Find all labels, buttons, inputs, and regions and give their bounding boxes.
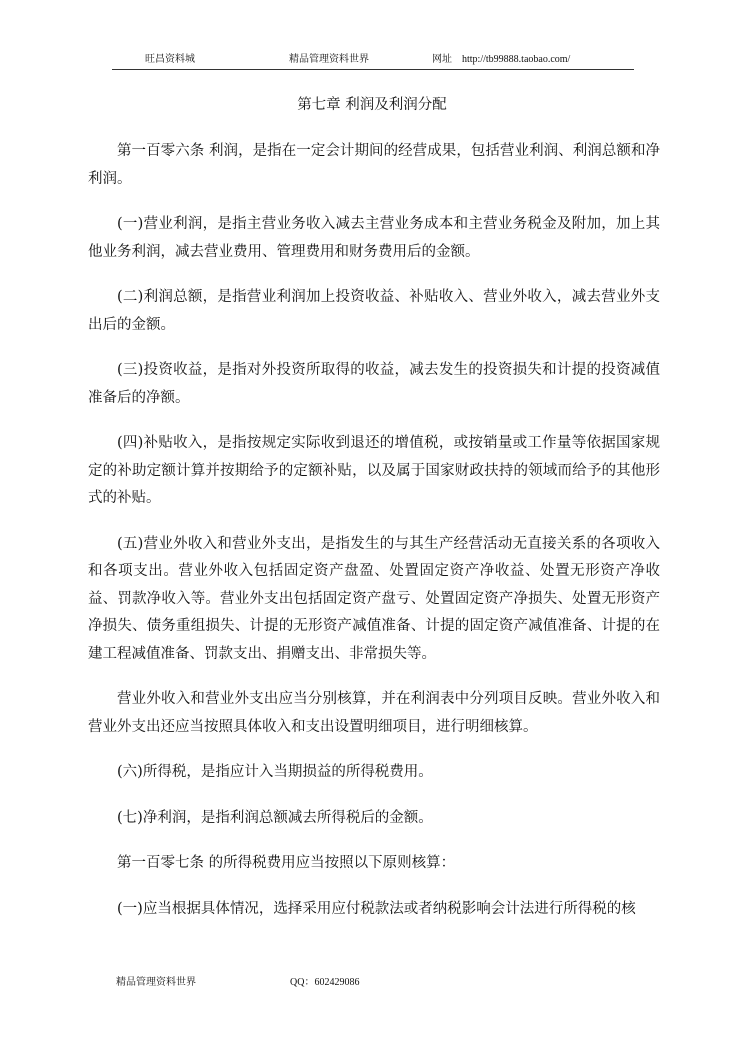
paragraph: 营业外收入和营业外支出应当分别核算，并在利润表中分列项目反映。营业外收入和营业外支出还应当按照具体收入和支出设置明细项目，进行明细核算。 [88, 691, 660, 735]
header-site-name: 精品管理资料世界 [289, 54, 369, 65]
header-url: http://tb99888.taobao.com/ [462, 54, 571, 65]
footer-qq: QQ：602429086 [290, 977, 360, 988]
paragraph: (五)营业外收入和营业外支出，是指发生的与其生产经营活动无直接关系的各项收入和各项支出。营业外收入包括固定资产盘盈、处置固定资产净收益、处置无形资产净收益、罚款净收入等。营业外支出包括固定资产盘亏、处置固定资产净损失、处置无形资产净损失、债务重组损失、计提的无形资产减值准备、计提的固定资产减值准备、计提的在建工程减值准备、罚款支出、捐赠支出、非常损失等。 [88, 535, 660, 662]
paragraph: (四)补贴收入，是指按规定实际收到退还的增值税，或按销量或工作量等依据国家规定的补助定额计算并按期给予的定额补贴，以及属于国家财政扶持的领域而给予的其他形式的补贴。 [88, 435, 660, 506]
paragraph: (一)应当根据具体情况，选择采用应付税款法或者纳税影响会计法进行所得税的核 [117, 900, 636, 917]
header-url-label: 网址 [432, 54, 452, 65]
chapter-title: 第七章 利润及利润分配 [297, 97, 447, 113]
paragraph: 第一百零六条 利润，是指在一定会计期间的经营成果，包括营业利润、利润总额和净利润。 [88, 143, 660, 187]
paragraph: (三)投资收益，是指对外投资所取得的收益，减去发生的投资损失和计提的投资减值准备后的净额。 [88, 362, 660, 406]
header-shop-name: 旺昌资料城 [145, 54, 195, 65]
document-body [88, 138, 660, 941]
paragraph: (二)利润总额，是指营业利润加上投资收益、补贴收入、营业外收入，减去营业外支出后的金额。 [88, 289, 660, 333]
paragraph: (一)营业利润，是指主营业务收入减去主营业务成本和主营业务税金及附加，加上其他业务利润，减去营业费用、管理费用和财务费用后的金额。 [88, 216, 660, 260]
paragraph: (七)净利润，是指利润总额减去所得税后的金额。 [117, 809, 433, 826]
paragraph: (六)所得税，是指应计入当期损益的所得税费用。 [117, 764, 433, 780]
footer-site-name: 精品管理资料世界 [116, 977, 196, 988]
page-header [112, 53, 634, 70]
paragraph: 第一百零七条 的所得税费用应当按照以下原则核算： [117, 855, 456, 871]
